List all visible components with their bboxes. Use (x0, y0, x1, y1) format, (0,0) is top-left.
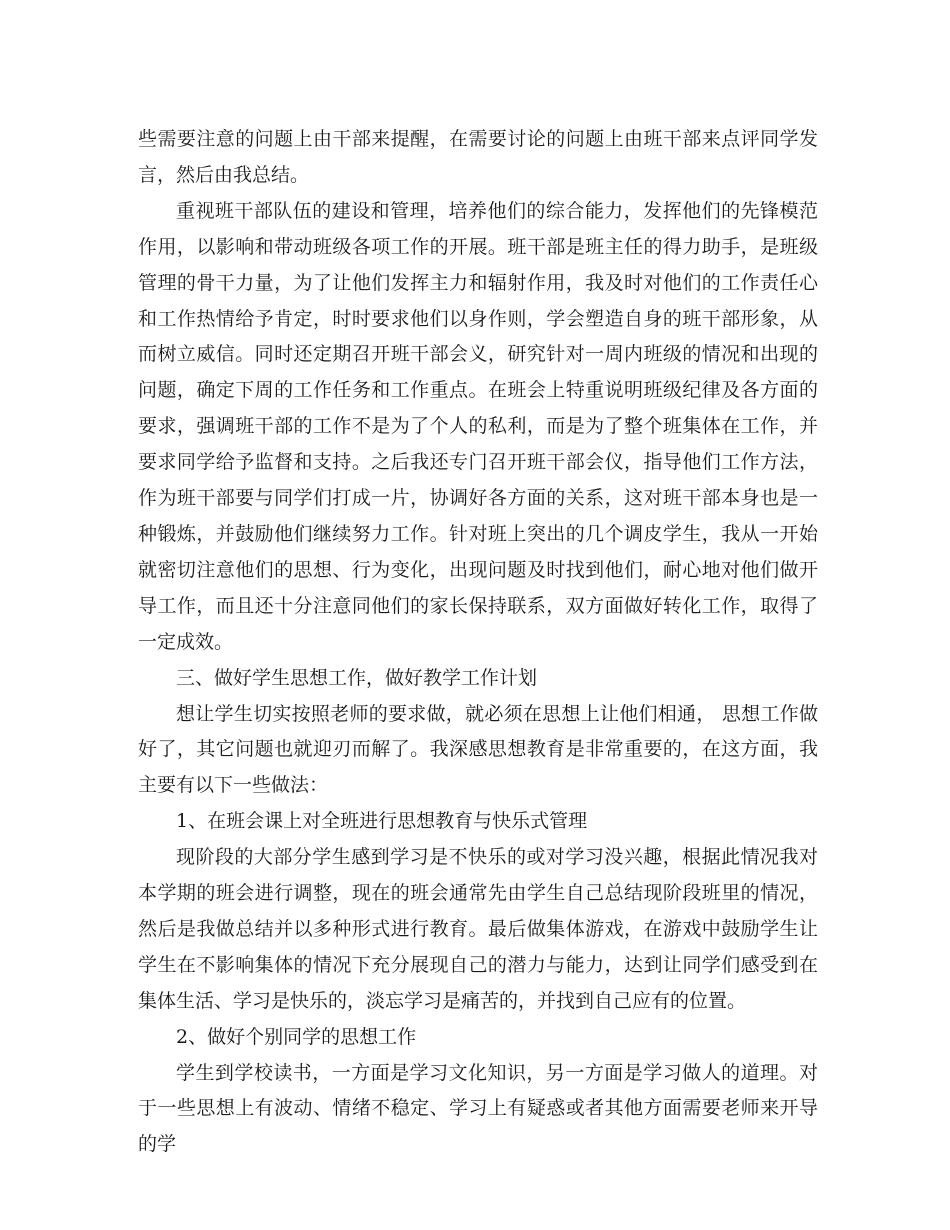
subheading-1: 1、在班会课上对全班进行思想教育与快乐式管理 (176, 810, 588, 833)
section-heading-3: 三、做好学生思想工作，做好教学工作计划 (176, 666, 538, 689)
subheading-2: 2、做好个别同学的思想工作 (176, 1025, 417, 1048)
paragraph-individual-students: 学生到学校读书，一方面是学习文化知识，另一方面是学习做人的道理。对于一些思想上有波动、情绪不稳定、学习上有疑惑或者其他方面需要老师来开导的学 (138, 1061, 818, 1156)
paragraph-continuation: 些需要注意的问题上由干部来提醒，在需要讨论的问题上由班干部来点评同学发言，然后由我总结。 (138, 128, 818, 186)
document-body (138, 122, 818, 1163)
paragraph-class-meeting: 现阶段的大部分学生感到学习是不快乐的或对学习没兴趣，根据此情况我对本学期的班会进行调整，现在的班会通常先由学生自己总结现阶段班里的情况，然后是我做总结并以多种形式进行教育。最后做集体游戏，在游戏中鼓励学生让学生在不影响集体的情况下充分展现自己的潜力与能力，达到让同学们感受到在集体生活、学习是快乐的，淡忘学习是痛苦的，并找到自己应有的位置。 (138, 846, 818, 1012)
paragraph-thought-work: 想让学生切实按照老师的要求做，就必须在思想上让他们相通， 思想工作做好了，其它问题也就迎刃而解了。我深感思想教育是非常重要的，在这方面，我主要有以下一些做法： (138, 702, 818, 797)
paragraph-class-cadres: 重视班干部队伍的建设和管理，培养他们的综合能力，发挥他们的先锋模范作用，以影响和带动班级各项工作的开展。班干部是班主任的得力助手，是班级管理的骨干力量，为了让他们发挥主力和辐射作用，我及时对他们的工作责任心和工作热情给予肯定，时时要求他们以身作则，学会塑造自身的班干部形象，从而树立威信。同时还定期召开班干部会义，研究针对一周内班级的情况和出现的问题，确定下周的工作任务和工作重点。在班会上特重说明班级纪律及各方面的要求，强调班干部的工作不是为了个人的私利，而是为了整个班集体在工作，并要求同学给予监督和支持。之后我还专门召开班干部会仪，指导他们工作方法，作为班干部要与同学们打成一片，协调好各方面的关系，这对班干部本身也是一种锻炼，并鼓励他们继续努力工作。针对班上突出的几个调皮学生，我从一开始就密切注意他们的思想、行为变化，出现问题及时找到他们，耐心地对他们做开导工作，而且还十分注意同他们的家长保持联系，双方面做好转化工作，取得了一定成效。 (138, 199, 818, 653)
